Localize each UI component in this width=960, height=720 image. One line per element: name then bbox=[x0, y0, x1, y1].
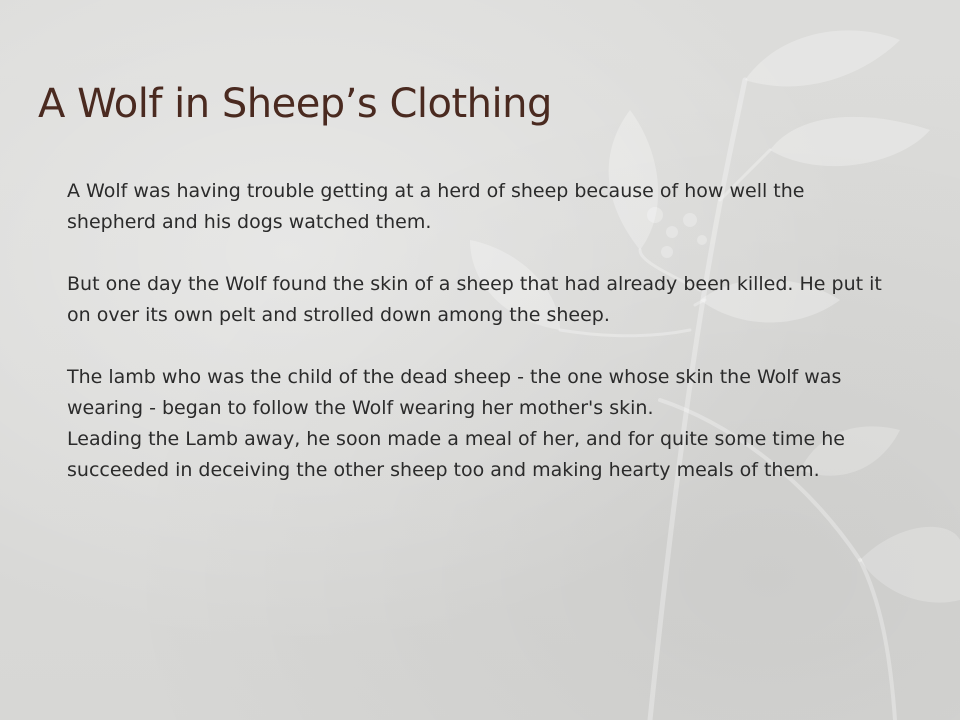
paragraph-2: But one day the Wolf found the skin of a sheep that had already been killed. He put it on over its own pelt and strolled down among the sheep. bbox=[67, 273, 882, 326]
slide-title: A Wolf in Sheep’s Clothing bbox=[38, 81, 552, 127]
slide-body bbox=[67, 176, 887, 486]
paragraph-3: The lamb who was the child of the dead sheep - the one whose skin the Wolf was wearing - began to follow the Wolf wearing her mother's skin. bbox=[67, 366, 842, 419]
paragraph-1: A Wolf was having trouble getting at a herd of sheep because of how well the shepherd and his dogs watched them. bbox=[67, 180, 805, 233]
paragraph-4: Leading the Lamb away, he soon made a meal of her, and for quite some time he succeeded in deceiving the other sheep too and making hearty meals of them. bbox=[67, 428, 845, 481]
